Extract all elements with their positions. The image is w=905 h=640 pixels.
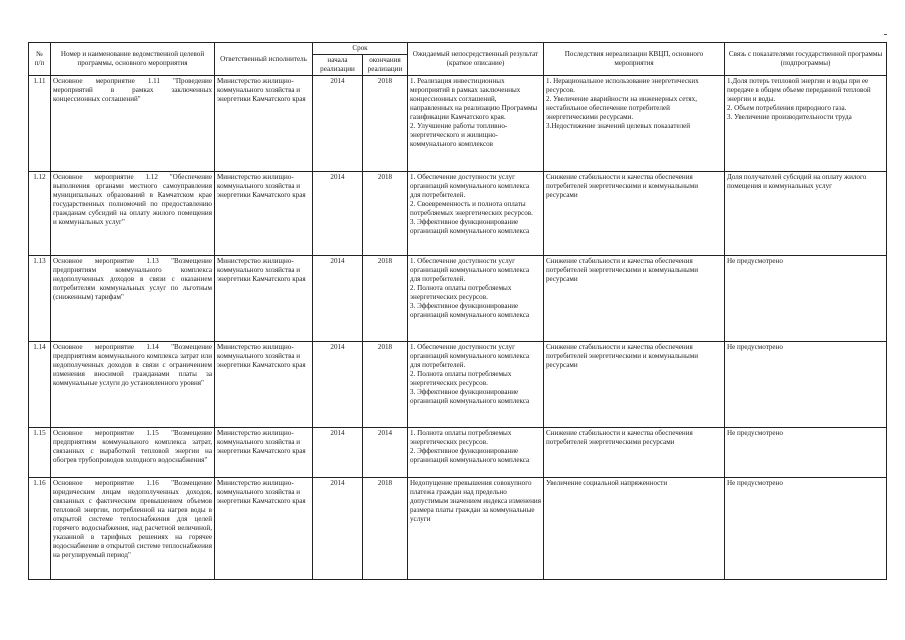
responsible-executor: Министерство жилищно-коммунального хозяйства и энергетики Камчатского края bbox=[215, 76, 313, 172]
header-responsible: Ответственный исполнитель bbox=[215, 43, 313, 76]
responsible-executor: Министерство жилищно-коммунального хозяйства и энергетики Камчатского края bbox=[215, 172, 313, 256]
responsible-executor: Министерство жилищно-коммунального хозяйства и энергетики Камчатского края bbox=[215, 428, 313, 478]
end-year: 2014 bbox=[363, 428, 408, 478]
expected-result: 1. Обеспечение доступности услуг организаций коммунального комплекса для потребителей. 2. Своевременность и полнота оплаты потребляемых энергетических ресурсов. 3. Эффективное функционирование организаций коммунального комплекса bbox=[408, 172, 544, 256]
start-year: 2014 bbox=[313, 172, 363, 256]
end-year: 2018 bbox=[363, 342, 408, 428]
responsible-executor: Министерство жилищно-коммунального хозяйства и энергетики Камчатского края bbox=[215, 256, 313, 342]
start-year: 2014 bbox=[313, 76, 363, 172]
end-year: 2018 bbox=[363, 256, 408, 342]
activity-name: Основное мероприятие 1.13 "Возмещение предприятиям коммунального комплекса недополученных доходов в связи с оказанием потребителям коммунальных услуг по льготным (сниженным) тарифам" bbox=[51, 256, 215, 342]
table-body bbox=[29, 76, 887, 580]
indicator-link: Не предусмотрено bbox=[725, 256, 887, 342]
table-row bbox=[29, 76, 887, 172]
expected-result: 1. Обеспечение доступности услуг организаций коммунального комплекса для потребителей. 2. Полнота оплаты потребляемых энергетических ресурсов. 3. Эффективное функционирование организаций коммунального комплекса bbox=[408, 342, 544, 428]
non-implementation-consequences: Снижение стабильности и качества обеспечения потребителей энергетическими и коммунальными ресурсами bbox=[544, 342, 725, 428]
header-num: № п/п bbox=[29, 43, 51, 76]
header-period: Срок bbox=[313, 43, 408, 55]
end-year: 2018 bbox=[363, 172, 408, 256]
row-number: 1.14 bbox=[29, 342, 51, 428]
row-number: 1.15 bbox=[29, 428, 51, 478]
activity-name: Основное мероприятие 1.12 "Обеспечение выполнения органами местного самоуправления муниципальных образований в Камчатском крае государственных полномочий по предоставлению гражданам субсидий на оплату жилого помещения и коммунальных услуг" bbox=[51, 172, 215, 256]
start-year: 2014 bbox=[313, 342, 363, 428]
indicator-link: Не предусмотрено bbox=[725, 478, 887, 580]
row-number: 1.12 bbox=[29, 172, 51, 256]
table-row bbox=[29, 172, 887, 256]
header-link: Связь с показателями государственной программы (подпрограммы) bbox=[725, 43, 887, 76]
row-number: 1.13 bbox=[29, 256, 51, 342]
start-year: 2014 bbox=[313, 256, 363, 342]
indicator-link: Доля получателей субсидий на оплату жилого помещения и коммунальных услуг bbox=[725, 172, 887, 256]
expected-result: 1. Полнота оплаты потребляемых энергетических ресурсов. 2. Эффективное функционирование организаций коммунального комплекса bbox=[408, 428, 544, 478]
program-table bbox=[28, 42, 887, 580]
table-row bbox=[29, 256, 887, 342]
row-number: 1.11 bbox=[29, 76, 51, 172]
activity-name: Основное мероприятие 1.15 "Возмещение предприятиям коммунального комплекса затрат, связанных с выработкой тепловой энергии на обогрев трубопроводов холодного водоснабжения" bbox=[51, 428, 215, 478]
header-consequences: Последствия нереализации КВЦП, основного мероприятия bbox=[544, 43, 725, 76]
header-start: начала реализации bbox=[313, 55, 363, 76]
table-row bbox=[29, 342, 887, 428]
indicator-link: Не предусмотрено bbox=[725, 428, 887, 478]
responsible-executor: Министерство жилищно-коммунального хозяйства и энергетики Камчатского края bbox=[215, 478, 313, 580]
activity-name: Основное мероприятие 1.14 "Возмещение предприятиям коммунального комплекса затрат или недополученных доходов в связи с ограничением изменения вносимой гражданами платы за коммунальные услуги до установленного уровня" bbox=[51, 342, 215, 428]
expected-result: Недопущение превышения совокупного платежа граждан над предельно допустимым значением индекса изменения размера платы граждан за коммунальные услуги bbox=[408, 478, 544, 580]
start-year: 2014 bbox=[313, 428, 363, 478]
table-row bbox=[29, 428, 887, 478]
row-number: 1.16 bbox=[29, 478, 51, 580]
non-implementation-consequences: Снижение стабильности и качества обеспечения потребителей энергетическими и коммунальными ресурсами bbox=[544, 172, 725, 256]
end-year: 2018 bbox=[363, 478, 408, 580]
scan-mark bbox=[884, 34, 887, 35]
responsible-executor: Министерство жилищно-коммунального хозяйства и энергетики Камчатского края bbox=[215, 342, 313, 428]
expected-result: 1. Обеспечение доступности услуг организаций коммунального комплекса для потребителей. 2. Полнота оплаты потребляемых энергетических ресурсов. 3. Эффективное функционирование организаций коммунального комплекса bbox=[408, 256, 544, 342]
activity-name: Основное мероприятие 1.16 "Возмещение юридическим лицам недополученных доходов, связанных с фактическим превышением объемов тепловой энергии, потребленной на нагрев воды в открытой системе теплоснабжения для целей горячего водоснабжения, над расчетной величиной, указанной в тарифных решениях на горячее водоснабжение в открытой системе теплоснабжения на регулируемый период" bbox=[51, 478, 215, 580]
table-row bbox=[29, 478, 887, 580]
non-implementation-consequences: Снижение стабильности и качества обеспечения потребителей энергетическими ресурсами bbox=[544, 428, 725, 478]
non-implementation-consequences: Увеличение социальной напряженности bbox=[544, 478, 725, 580]
activity-name: Основное мероприятие 1.11 "Проведение мероприятий в рамках заключенных концессионных соглашений" bbox=[51, 76, 215, 172]
indicator-link: Не предусмотрено bbox=[725, 342, 887, 428]
non-implementation-consequences: Снижение стабильности и качества обеспечения потребителей энергетическими и коммунальными ресурсами bbox=[544, 256, 725, 342]
non-implementation-consequences: 1. Нерациональное использование энергетических ресурсов. 2. Увеличение аварийности на инженерных сетях, нестабильное обеспечение потребителей энергетическими ресурсами. 3.Недостижение значений целевых показателей bbox=[544, 76, 725, 172]
indicator-link: 1.Доля потерь тепловой энергии и воды при ее передаче в общем объеме переданной тепловой энергии и воды. 2. Объем потребления природного газа. 3. Увеличение производительности труда bbox=[725, 76, 887, 172]
start-year: 2014 bbox=[313, 478, 363, 580]
end-year: 2018 bbox=[363, 76, 408, 172]
header-name: Номер и наименование ведомственной целевой программы, основного мероприятия bbox=[51, 43, 215, 76]
table-header bbox=[29, 43, 887, 76]
header-expected: Ожидаемый непосредственный результат (краткое описание) bbox=[408, 43, 544, 76]
expected-result: 1. Реализация инвестиционных мероприятий в рамках заключенных концессионных соглашений, направленных на реализацию Программы газификации Камчатского края. 2. Улучшение работы топливно-энергетического и жилищно-коммунального комплексов bbox=[408, 76, 544, 172]
header-end: окончания реализации bbox=[363, 55, 408, 76]
